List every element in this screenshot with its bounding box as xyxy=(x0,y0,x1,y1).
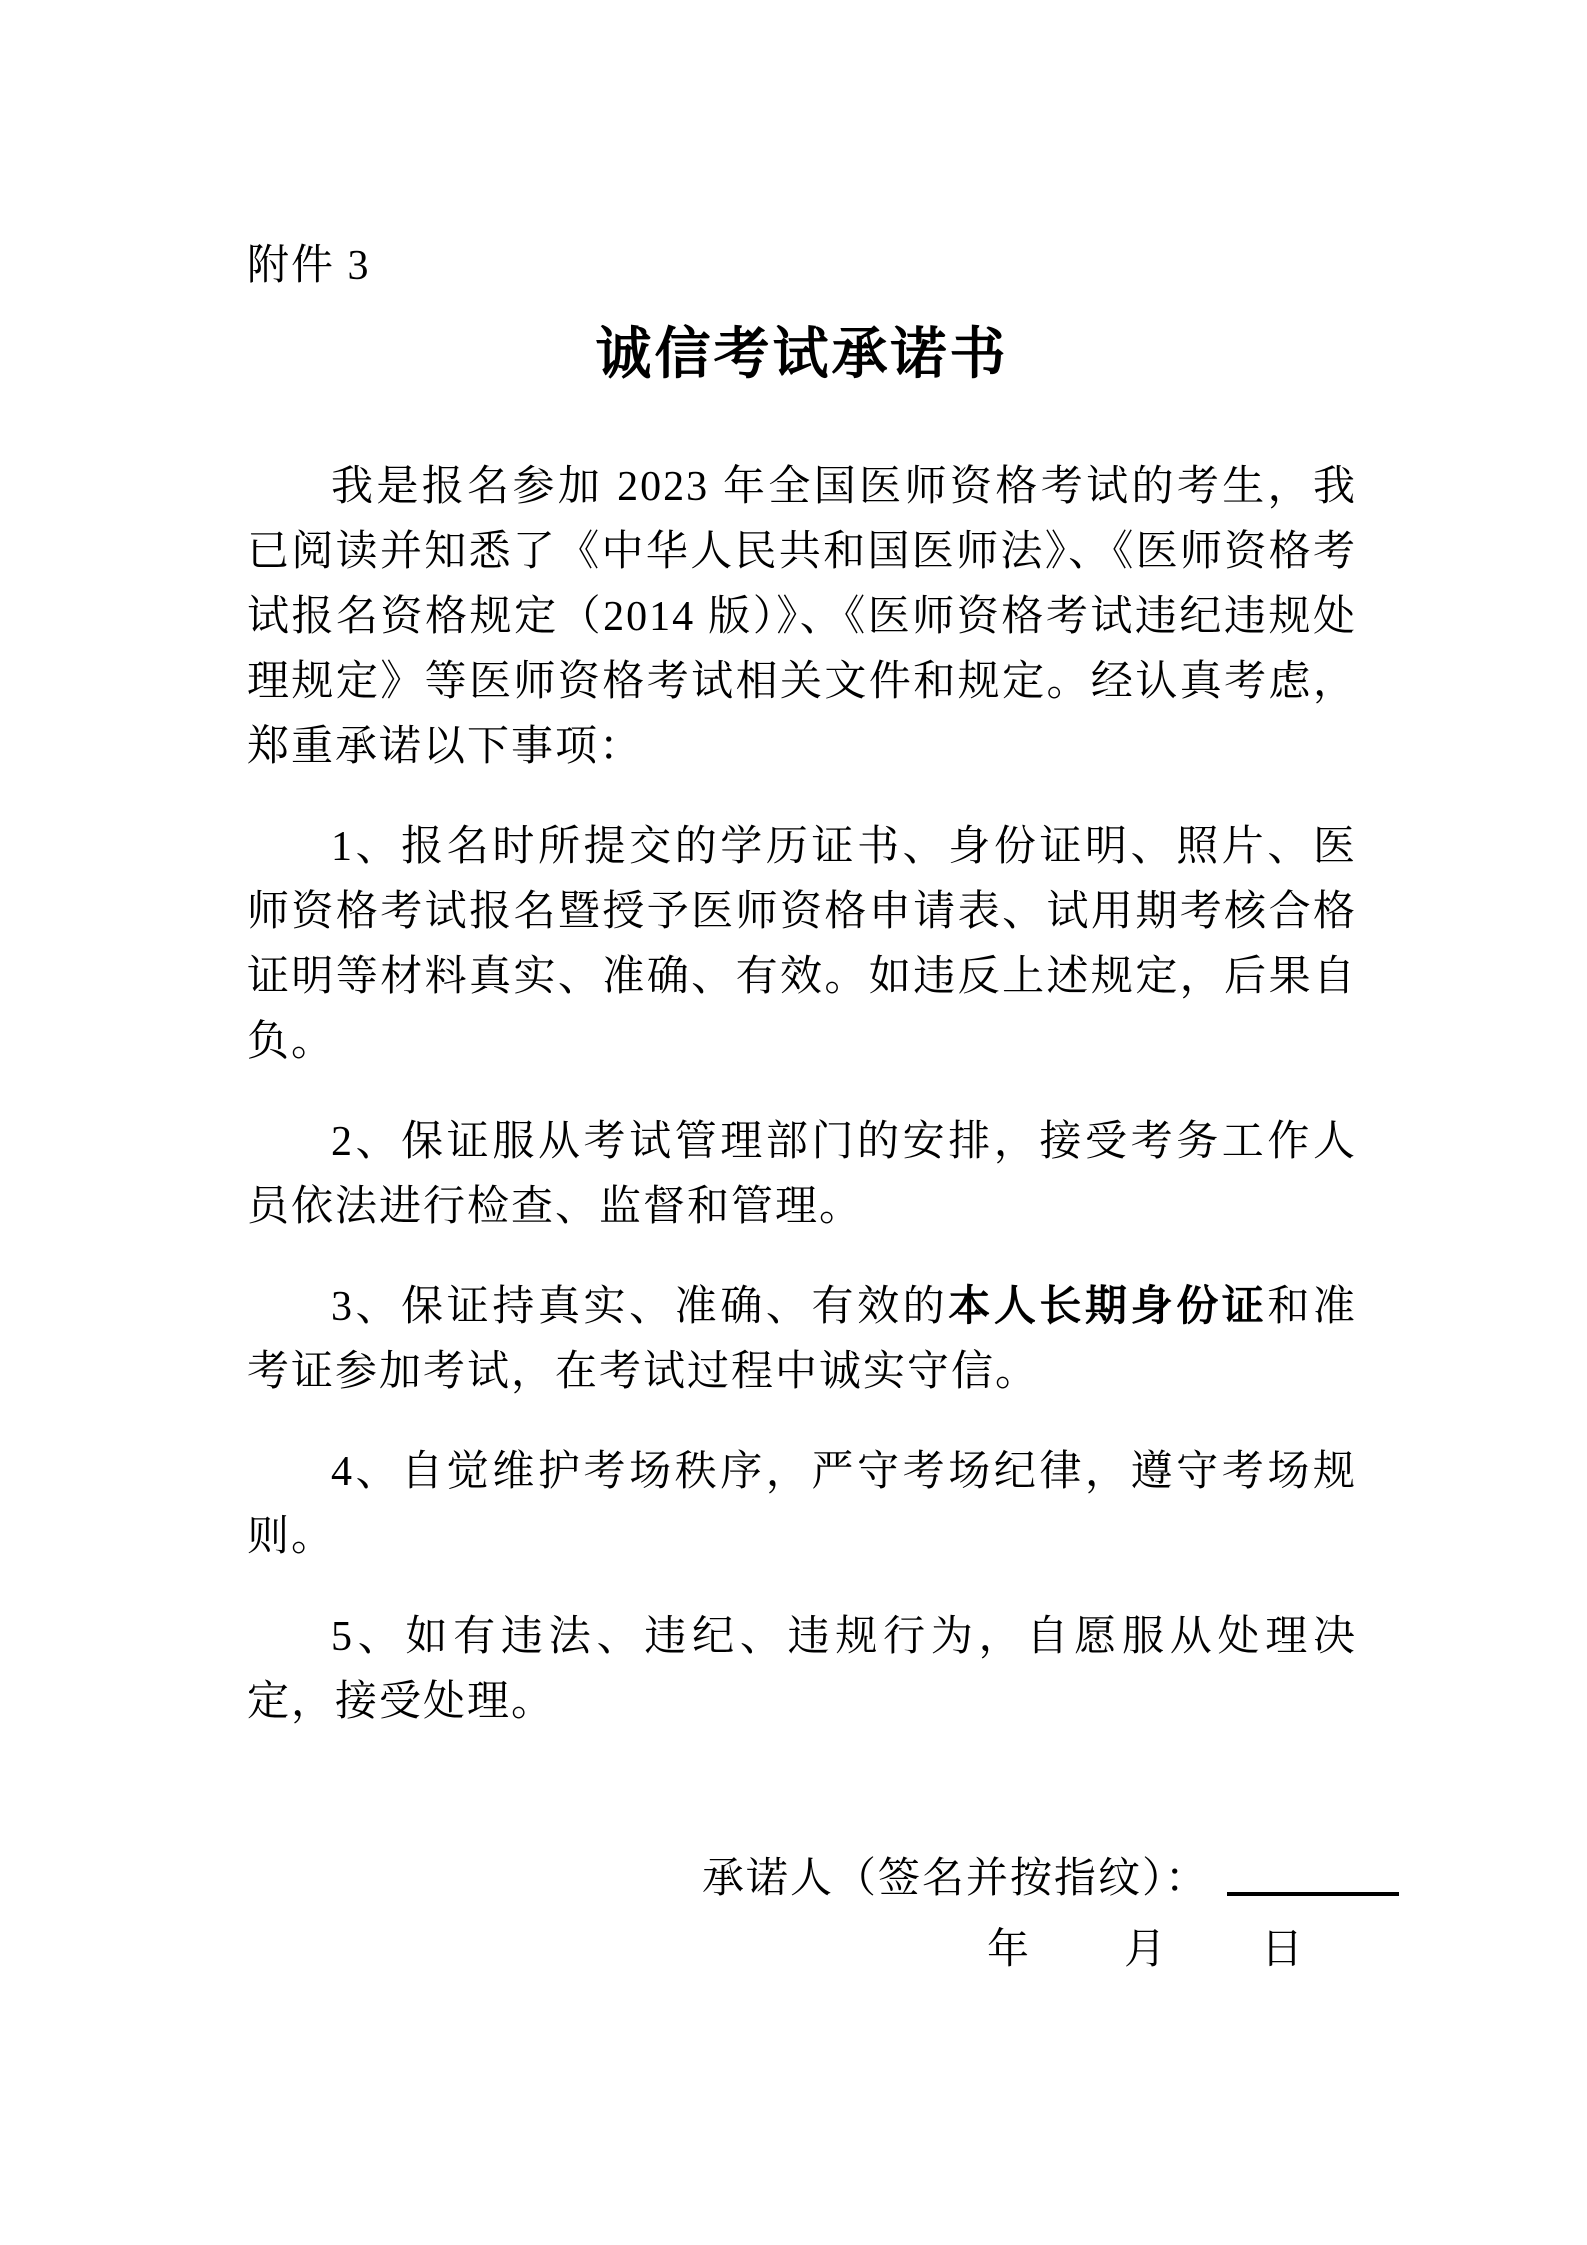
date-line xyxy=(247,1918,1357,1983)
commitment-item-1: 1、报名时所提交的学历证书、身份证明、照片、医师资格考试报名暨授予医师资格申请表、试用期考核合格证明等材料真实、准确、有效。如违反上述规定，后果自负。 xyxy=(247,824,1357,1065)
signature-row xyxy=(247,1847,1357,1912)
commitment-item-5: 5、如有违法、违纪、违规行为，自愿服从处理决定，接受处理。 xyxy=(247,1614,1357,1725)
month-label: 月 xyxy=(1124,1927,1167,1973)
intro-paragraph: 我是报名参加 2023 年全国医师资格考试的考生，我已阅读并知悉了《中华人民共和国医师法》、《医师资格考试报名资格规定（2014 版）》、《医师资格考试违纪违规处理规定》等医师资格考试相关文件和规定。经认真考虑，郑重承诺以下事项： xyxy=(247,464,1357,770)
commitment-item-3 xyxy=(247,1275,1357,1405)
commitment-item-2: 2、保证服从考试管理部门的安排，接受考务工作人员依法进行检查、监督和管理。 xyxy=(247,1119,1357,1230)
attachment-label: 附件 3 xyxy=(247,243,371,289)
document-body xyxy=(247,455,1357,1735)
document-title: 诚信考试承诺书 xyxy=(595,324,1009,386)
signature-label: 承诺人（签名并按指纹）： xyxy=(702,1856,1210,1902)
signature-blank-line xyxy=(1227,1854,1399,1896)
commitment-item-3-suffix: 和准考证参加考试，在考试过程中诚实守信。 xyxy=(247,1284,1357,1395)
bold-emphasis-id-card: 本人长期身份证 xyxy=(948,1284,1268,1330)
year-label: 年 xyxy=(987,1927,1030,1973)
commitment-item-4: 4、自觉维护考场秩序，严守考场纪律，遵守考场规则。 xyxy=(247,1449,1357,1560)
day-label: 日 xyxy=(1261,1927,1304,1973)
commitment-item-3-prefix: 3、保证持真实、准确、有效的 xyxy=(331,1284,949,1330)
